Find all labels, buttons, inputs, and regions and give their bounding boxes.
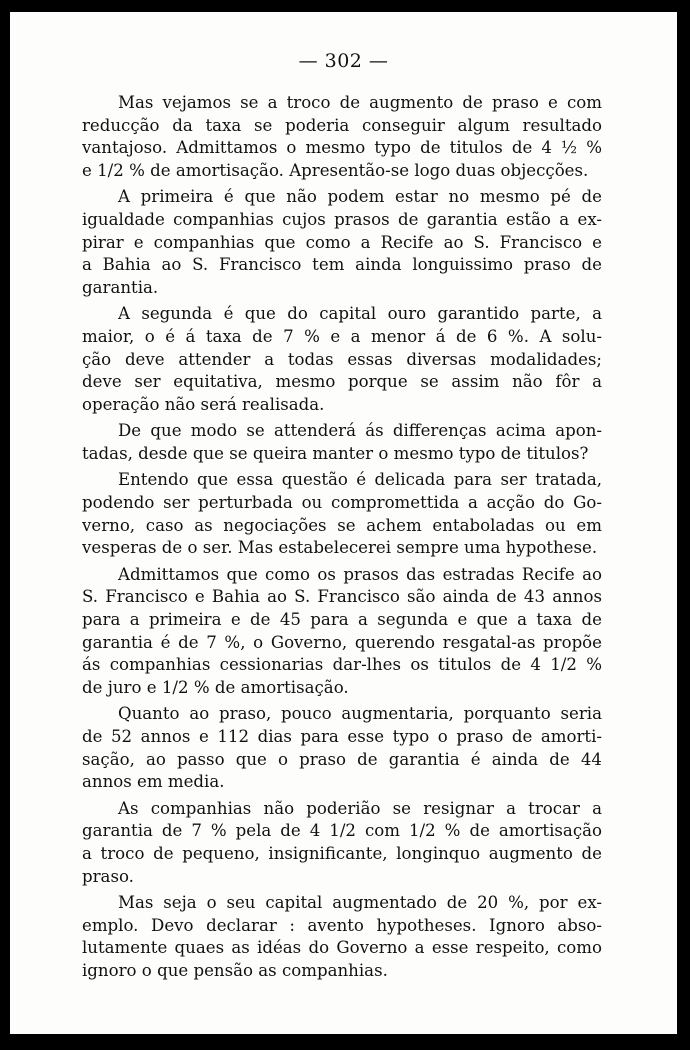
paragraph	[82, 303, 602, 417]
text-line: reducção da taxa se poderia conseguir algum resultado	[82, 115, 602, 135]
text-line: pirar e companhias que como a Recife ao S. Francisco e	[82, 232, 602, 252]
text-line: Quanto ao praso, pouco augmentaria, porquanto seria	[118, 704, 602, 724]
text-line: ignoro o que pensão as companhias.	[82, 961, 388, 981]
text-line: de juro e 1/2 % de amortisação.	[82, 678, 349, 698]
text-line: sação, ao passo que o praso de garantia é ainda de 44	[82, 749, 602, 769]
text-line: podendo ser perturbada ou compromettida a acção do Go-	[82, 492, 602, 512]
text-line: Admittamos que como os prasos das estradas Recife ao	[118, 564, 602, 584]
text-line: verno, caso as negociações se achem entaboladas ou em	[82, 515, 602, 535]
text-line: praso.	[82, 866, 134, 886]
text-line: A primeira é que não podem estar no mesmo pé de	[118, 187, 602, 207]
text-line: garantia de 7 % pela de 4 1/2 com 1/2 % de amortisação	[82, 821, 602, 841]
paragraph	[82, 469, 602, 560]
book-page	[10, 12, 677, 1034]
text-line: a Bahia ao S. Francisco tem ainda longuissimo praso de	[82, 255, 602, 275]
paragraph	[82, 892, 602, 983]
text-line: e 1/2 % de amortisação. Apresentão-se logo duas objecções.	[82, 161, 589, 181]
text-line: lutamente quaes as idéas do Governo a esse respeito, como	[82, 938, 602, 958]
text-line: ção deve attender a todas essas diversas modalidades;	[82, 349, 602, 369]
text-line: operação não será realisada.	[82, 395, 325, 415]
text-line: garantia.	[82, 278, 159, 298]
text-line: garantia é de 7 %, o Governo, querendo resgatal-as propõe	[82, 632, 602, 652]
text-line: deve ser equitativa, mesmo porque se assim não fôr a	[82, 372, 602, 392]
text-line: A segunda é que do capital ouro garantido parte, a	[118, 304, 602, 324]
text-line: As companhias não poderião se resignar a trocar a	[118, 798, 602, 818]
text-line: Entendo que essa questão é delicada para ser tratada,	[118, 470, 602, 490]
text-line: igualdade companhias cujos prasos de garantia estão a ex-	[82, 210, 602, 230]
paragraph	[82, 420, 602, 465]
paragraph	[82, 798, 602, 889]
text-line: De que modo se attenderá ás differenças acima apon-	[118, 421, 602, 441]
text-line: Mas vejamos se a troco de augmento de praso e com	[118, 93, 602, 112]
text-line: Mas seja o seu capital augmentado de 20 %, por ex-	[118, 892, 602, 912]
text-line: tadas, desde que se queira manter o mesmo typo de titulos?	[82, 444, 589, 464]
paragraph	[82, 92, 602, 183]
page-number: — 302 —	[298, 50, 389, 72]
text-line: para a primeira e de 45 para a segunda e que a taxa de	[82, 609, 602, 629]
text-line: emplo. Devo declarar : avento hypotheses. Ignoro abso-	[82, 915, 602, 935]
text-line: vantajoso. Admittamos o mesmo typo de titulos de 4 ½ %	[82, 138, 602, 158]
text-line: ás companhias cessionarias dar-lhes os titulos de 4 1/2 %	[82, 655, 602, 675]
paragraph	[82, 186, 602, 300]
text-line: maior, o é á taxa de 7 % e a menor á de 6 %. A solu-	[82, 327, 602, 347]
text-line: S. Francisco e Bahia ao S. Francisco são ainda de 43 annos	[82, 587, 602, 607]
paragraph	[82, 564, 602, 700]
text-line: de 52 annos e 112 dias para esse typo o praso de amorti-	[82, 726, 602, 746]
text-line: a troco de pequeno, insignificante, longinquo augmento de	[82, 844, 602, 863]
body-text	[82, 92, 602, 986]
text-line: annos em media.	[82, 772, 225, 792]
paragraph	[82, 703, 602, 794]
text-line: vesperas de o ser. Mas estabelecerei sempre uma hypothese.	[82, 538, 598, 558]
